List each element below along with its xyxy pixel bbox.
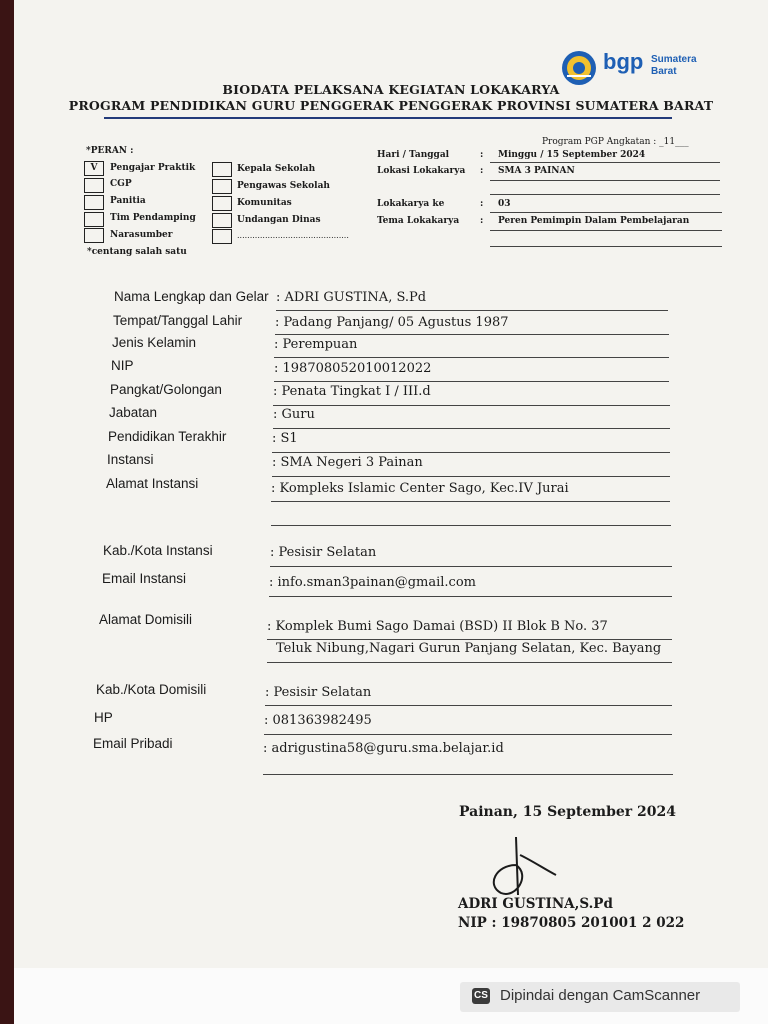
ke-colon: : [480, 199, 484, 209]
angkatan-label: Program PGP Angkatan : _11___ [542, 137, 689, 147]
checkbox-kepala-sekolah[interactable] [212, 162, 232, 177]
instansi-value: : SMA Negeri 3 Painan [272, 455, 423, 470]
email-instansi-value: : info.sman3painan@gmail.com [269, 575, 476, 590]
jabatan-value: : Guru [273, 407, 315, 422]
camscanner-label: Dipindai dengan CamScanner [500, 987, 701, 1004]
title-underline [104, 117, 672, 119]
peran-label-tim-pendamping: Tim Pendamping [110, 213, 196, 223]
kab-domisili-label: Kab./Kota Domisili [96, 682, 207, 697]
signer-nip: NIP : 19870805 201001 2 022 [458, 915, 685, 931]
checkbox-narasumber[interactable] [84, 228, 104, 243]
jabatan-label: Jabatan [109, 405, 158, 420]
pendidikan-value: : S1 [272, 431, 298, 446]
checkbox-panitia[interactable] [84, 195, 104, 210]
kab-instansi-value: : Pesisir Selatan [270, 545, 377, 560]
email-pribadi-value: : adrigustina58@guru.sma.belajar.id [263, 741, 504, 756]
alamat-domisili-underline [267, 639, 672, 640]
alamat-domisili-underline-2 [267, 662, 672, 663]
alamat-instansi-underline-2 [271, 525, 671, 526]
hp-underline [264, 734, 672, 735]
peran-label-pengajar-praktik: Pengajar Praktik [110, 163, 196, 173]
pendidikan-label: Pendidikan Terakhir [108, 429, 227, 444]
jk-value: : Perempuan [274, 337, 358, 352]
email-pribadi-underline [263, 774, 673, 775]
peran-label-cgp: CGP [110, 179, 132, 189]
jabatan-underline [273, 428, 670, 429]
lokasi-underline [490, 180, 720, 181]
peran-label-komunitas: Komunitas [237, 198, 292, 208]
hari-label: Hari / Tanggal [377, 150, 450, 160]
pangkat-underline [273, 405, 670, 406]
lokasi-colon: : [480, 166, 484, 176]
email-pribadi-label: Email Pribadi [93, 736, 173, 751]
instansi-label: Instansi [107, 452, 154, 467]
pendidikan-underline [272, 452, 670, 453]
peran-label-kepala-sekolah: Kepala Sekolah [237, 164, 316, 174]
ttl-label: Tempat/Tanggal Lahir [113, 313, 243, 328]
checkbox-undangan-dinas[interactable] [212, 213, 232, 228]
jk-underline [274, 357, 669, 358]
alamat-instansi-label: Alamat Instansi [106, 476, 199, 491]
jk-label: Jenis Kelamin [112, 335, 197, 350]
peran-note: *centang salah satu [87, 247, 187, 257]
alamat-domisili-value-line2: Teluk Nibung,Nagari Gurun Panjang Selatan, Kec. Bayang [276, 641, 662, 656]
kab-instansi-underline [270, 566, 672, 567]
pangkat-value: : Penata Tingkat I / III.d [273, 384, 431, 399]
tema-colon: : [480, 216, 484, 226]
peran-label-undangan-dinas: Undangan Dinas [237, 215, 321, 225]
kab-domisili-underline [265, 705, 672, 706]
tema-underline-2 [490, 246, 722, 247]
nip-value: : 198708052010012022 [274, 361, 432, 376]
ke-label: Lokakarya ke [377, 199, 445, 209]
handwritten-signature [476, 835, 566, 905]
kab-instansi-label: Kab./Kota Instansi [103, 543, 213, 558]
hari-value: Minggu / 15 September 2024 [498, 150, 646, 160]
nama-value: : ADRI GUSTINA, S.Pd [276, 290, 427, 305]
ke-underline [490, 212, 722, 213]
peran-title: *PERAN : [86, 146, 134, 156]
alamat-domisili-label: Alamat Domisili [99, 612, 193, 627]
checkbox-komunitas[interactable] [212, 196, 232, 211]
place-date: Painan, 15 September 2024 [459, 804, 676, 820]
document-title-line2: PROGRAM PENDIDIKAN GURU PENGGERAK PENGGERAK PROVINSI SUMATERA BARAT [68, 98, 714, 113]
alamat-domisili-value-line1: : Komplek Bumi Sago Damai (BSD) II Blok B No. 37 [267, 619, 608, 634]
ttl-underline [275, 334, 669, 335]
lokasi-value: SMA 3 PAINAN [498, 166, 575, 176]
hp-value: : 081363982495 [264, 713, 372, 728]
document-page [14, 0, 768, 1024]
nama-underline [276, 310, 668, 311]
checkbox-other[interactable] [212, 229, 232, 244]
peran-label-narasumber: Narasumber [110, 230, 173, 240]
logo-region-line1: Sumatera [651, 54, 697, 65]
nip-underline [274, 381, 669, 382]
kab-domisili-value: : Pesisir Selatan [265, 685, 372, 700]
ke-value: 03 [498, 199, 511, 209]
checkbox-cgp[interactable] [84, 178, 104, 193]
nip-label: NIP [111, 358, 134, 373]
logo-region-line2: Barat [651, 66, 677, 77]
hari-underline [490, 162, 720, 163]
document-title-line1: BIODATA PELAKSANA KEGIATAN LOKAKARYA [222, 82, 560, 97]
tema-label: Tema Lokakarya [377, 216, 460, 226]
camscanner-icon: CS [472, 988, 490, 1004]
checkbox-pengajar-praktik[interactable]: V [84, 161, 104, 176]
email-instansi-label: Email Instansi [102, 571, 187, 586]
email-instansi-underline [269, 596, 672, 597]
peran-label-panitia: Panitia [110, 196, 146, 206]
lokasi-label: Lokasi Lokakarya [377, 166, 466, 176]
peran-label-pengawas-sekolah: Pengawas Sekolah [237, 181, 330, 191]
camscanner-watermark [460, 982, 740, 1012]
hp-label: HP [94, 710, 113, 725]
signer-name: ADRI GUSTINA,S.Pd [458, 896, 613, 912]
checkbox-pengawas-sekolah[interactable] [212, 179, 232, 194]
hari-colon: : [480, 150, 484, 160]
bgp-logo-text: bgp [603, 49, 644, 74]
peran-label-other: ............................................ [237, 231, 349, 240]
instansi-underline [272, 476, 670, 477]
tema-underline [490, 230, 722, 231]
pangkat-label: Pangkat/Golongan [110, 382, 222, 397]
lokasi-underline-2 [490, 194, 720, 195]
alamat-instansi-value: : Kompleks Islamic Center Sago, Kec.IV Jurai [271, 481, 569, 496]
alamat-instansi-underline [271, 501, 670, 502]
ttl-value: : Padang Panjang/ 05 Agustus 1987 [275, 315, 509, 330]
checkbox-tim-pendamping[interactable] [84, 212, 104, 227]
nama-label: Nama Lengkap dan Gelar [114, 289, 269, 304]
tema-value: Peren Pemimpin Dalam Pembelajaran [498, 216, 690, 226]
